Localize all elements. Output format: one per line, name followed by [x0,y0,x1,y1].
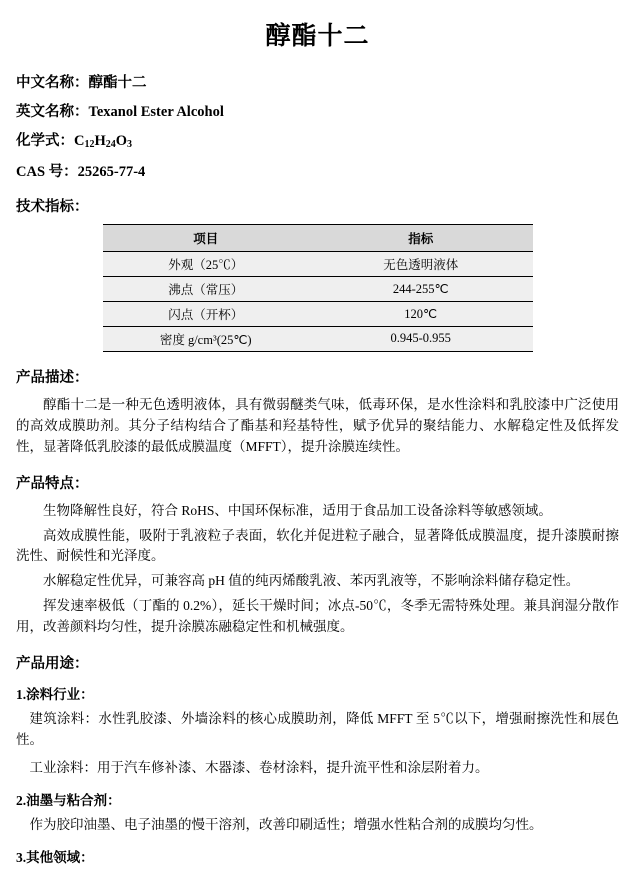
meta-cas-number [16,163,619,181]
meta-label-cas-number: CAS 号： [16,163,78,180]
meta-formula [16,132,619,152]
meta-value-formula: $C_{12}H_{24}O_3$ [74,133,133,151]
spec-table-wrapper [16,224,619,352]
table-header-index: 指标 [309,224,533,251]
table-cell-value: 120℃ [309,301,533,326]
table-cell-item: 密度 g/cm³(25℃) [103,326,309,351]
section-heading-description: 产品描述： [16,369,89,386]
table-row [103,301,533,326]
feature-paragraph-2: 高效成膜性能，吸附于乳液粒子表面，软化并促进粒子融合，显著降低成膜温度，提升漆膜耐擦洗性、耐候性和光泽度。 [16,527,619,564]
meta-label-english-name: 英文名称： [16,104,89,121]
use-paragraph-inks-adhesives: 作为胶印油墨、电子油墨的慢干溶剂，改善印刷适性；增强水性粘合剂的成膜均匀性。 [29,816,543,832]
table-cell-value: 无色透明液体 [309,251,533,276]
table-row [103,326,533,351]
table-cell-value: 244-255℃ [309,276,533,301]
spec-heading: 技术指标： [16,198,89,215]
meta-value-english-name: Texanol Ester Alcohol [88,104,224,121]
table-cell-item: 闪点（开杯） [103,301,309,326]
use-paragraph-architectural-coatings: 建筑涂料：水性乳胶漆、外墙涂料的核心成膜助剂，降低 MFFT 至 5℃以下，增强耐擦洗性和展色性。 [16,711,619,748]
feature-paragraph-4: 挥发速率极低（丁酯的 0.2%），延长干燥时间；冰点-50℃，冬季无需特殊处理。兼具润湿分散作用，改善颜料均匀性，提升涂膜冻融稳定性和机械强度。 [16,598,619,635]
use-paragraph-industrial-coatings: 工业涂料：用于汽车修补漆、木器漆、卷材涂料，提升流平性和涂层附着力。 [29,760,489,776]
feature-paragraph-3: 水解稳定性优异，可兼容高 pH 值的纯丙烯酸乳液、苯丙乳液等，不影响涂料储存稳定性。 [43,573,580,589]
description-paragraph: 醇酯十二是一种无色透明液体，具有微弱醚类气味，低毒环保，是水性涂料和乳胶漆中广泛使用的高效成膜助剂。其分子结构结合了酯基和羟基特性，赋予优异的聚结能力、水解稳定性及低挥发性，显著降低乳胶漆的最低成膜温度（MFFT），提升涂膜连续性。 [16,396,619,454]
table-cell-item: 外观（25℃） [103,251,309,276]
table-row [103,276,533,301]
page-title: 醇酯十二 [265,23,370,50]
section-heading-uses: 产品用途： [16,656,89,673]
table-cell-item: 沸点（常压） [103,276,309,301]
section-heading-features: 产品特点： [16,475,89,492]
meta-chinese-name [16,74,619,92]
use-subheading-coatings: 1.涂料行业： [16,687,94,703]
meta-english-name [16,103,619,121]
table-cell-value: 0.945-0.955 [309,326,533,351]
table-row [103,251,533,276]
table-header-item: 项目 [103,224,309,251]
meta-label-chinese-name: 中文名称： [16,75,89,91]
use-subheading-other-fields: 3.其他领域： [16,849,94,865]
meta-value-chinese-name: 醇酯十二 [88,75,147,91]
use-subheading-inks-adhesives: 2.油墨与粘合剂： [16,792,121,808]
meta-label-formula: 化学式： [16,133,74,150]
spec-table [103,224,533,352]
meta-value-cas-number: 25265-77-4 [77,163,146,180]
feature-paragraph-1: 生物降解性良好，符合 RoHS、中国环保标准，适用于食品加工设备涂料等敏感领域。 [43,502,552,518]
table-header-row [103,224,533,251]
